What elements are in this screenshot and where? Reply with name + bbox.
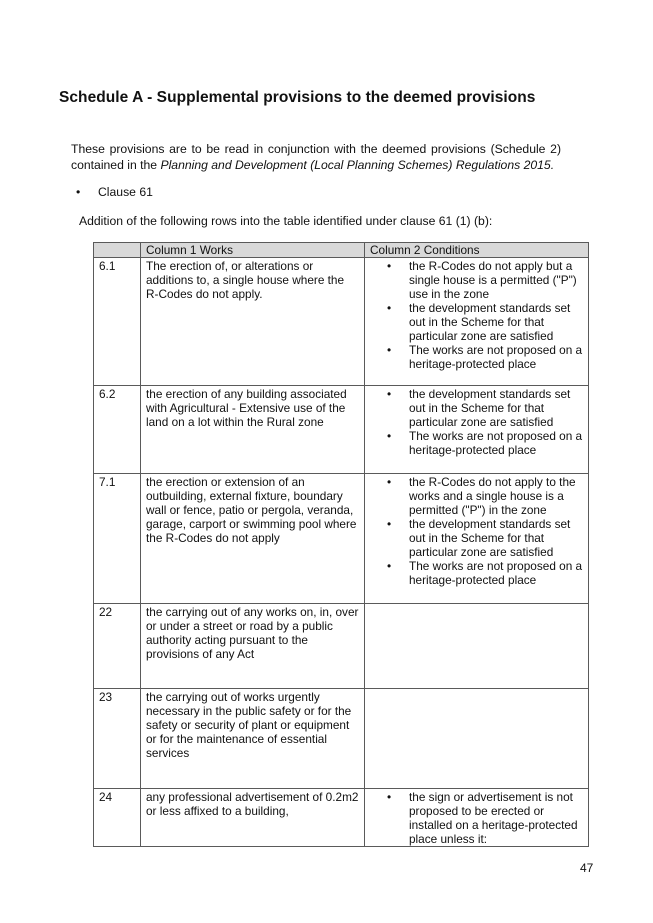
row-conditions xyxy=(365,474,589,604)
condition-item: • the development standards set out in the Scheme for that particular zone are satisfied xyxy=(409,387,583,429)
intro-paragraph xyxy=(71,141,561,173)
table-row xyxy=(94,789,589,847)
intro-text: These provisions are to be read in conjunction with the deemed provisions (Schedule 2) contained in the xyxy=(71,142,561,172)
provisions-table xyxy=(93,242,589,847)
row-conditions xyxy=(365,604,589,689)
addition-text: Addition of the following rows into the table identified under clause 61 (1) (b): xyxy=(79,214,493,228)
condition-item: • The works are not proposed on a heritage-protected place xyxy=(409,559,583,587)
condition-item: • the development standards set out in the Scheme for that particular zone are satisfied xyxy=(409,517,583,559)
table-row xyxy=(94,689,589,789)
row-works: the carrying out of any works on, in, over or under a street or road by a public authority acting pursuant to the provisions of any Act xyxy=(141,604,365,689)
row-number: 22 xyxy=(94,604,141,689)
condition-item: • The works are not proposed on a heritage-protected place xyxy=(409,429,583,457)
row-conditions xyxy=(365,386,589,474)
condition-item: • the R-Codes do not apply to the works and a single house is a permitted ("P") in the zone xyxy=(409,475,583,517)
row-number: 23 xyxy=(94,689,141,789)
condition-item: • the sign or advertisement is not proposed to be erected or installed on a heritage-protected place unless it: xyxy=(409,790,583,846)
condition-item: • The works are not proposed on a heritage-protected place xyxy=(409,343,583,371)
bullet-icon: • xyxy=(76,185,81,199)
row-number: 6.2 xyxy=(94,386,141,474)
row-works: the carrying out of works urgently necessary in the public safety or for the safety or security of plant or equipment or for the maintenance of essential services xyxy=(141,689,365,789)
row-number: 7.1 xyxy=(94,474,141,604)
page-number: 47 xyxy=(580,861,594,875)
header-number xyxy=(94,243,141,258)
row-conditions xyxy=(365,689,589,789)
regulations-title: Planning and Development (Local Planning Schemes) Regulations 2015. xyxy=(160,158,555,172)
row-conditions xyxy=(365,258,589,386)
row-conditions xyxy=(365,789,589,847)
row-works: The erection of, or alterations or additions to, a single house where the R-Codes do not apply. xyxy=(141,258,365,386)
header-conditions: Column 2 Conditions xyxy=(365,243,589,258)
table-row xyxy=(94,386,589,474)
table-row xyxy=(94,474,589,604)
row-number: 24 xyxy=(94,789,141,847)
row-number: 6.1 xyxy=(94,258,141,386)
page-title: Schedule A - Supplemental provisions to the deemed provisions xyxy=(59,89,536,106)
condition-item: • the development standards set out in the Scheme for that particular zone are satisfied xyxy=(409,301,583,343)
row-works: the erection of any building associated with Agricultural - Extensive use of the land on a lot within the Rural zone xyxy=(141,386,365,474)
table-row xyxy=(94,258,589,386)
table-row xyxy=(94,604,589,689)
row-works: any professional advertisement of 0.2m2 or less affixed to a building, xyxy=(141,789,365,847)
clause-label: Clause 61 xyxy=(98,185,153,199)
table-header-row xyxy=(94,243,589,258)
clause-bullet xyxy=(76,184,153,200)
condition-item: • the R-Codes do not apply but a single house is a permitted ("P") use in the zone xyxy=(409,259,583,301)
row-works: the erection or extension of an outbuilding, external fixture, boundary wall or fence, patio or pergola, veranda, garage, carport or swimming pool where the R-Codes do not apply xyxy=(141,474,365,604)
header-works: Column 1 Works xyxy=(141,243,365,258)
